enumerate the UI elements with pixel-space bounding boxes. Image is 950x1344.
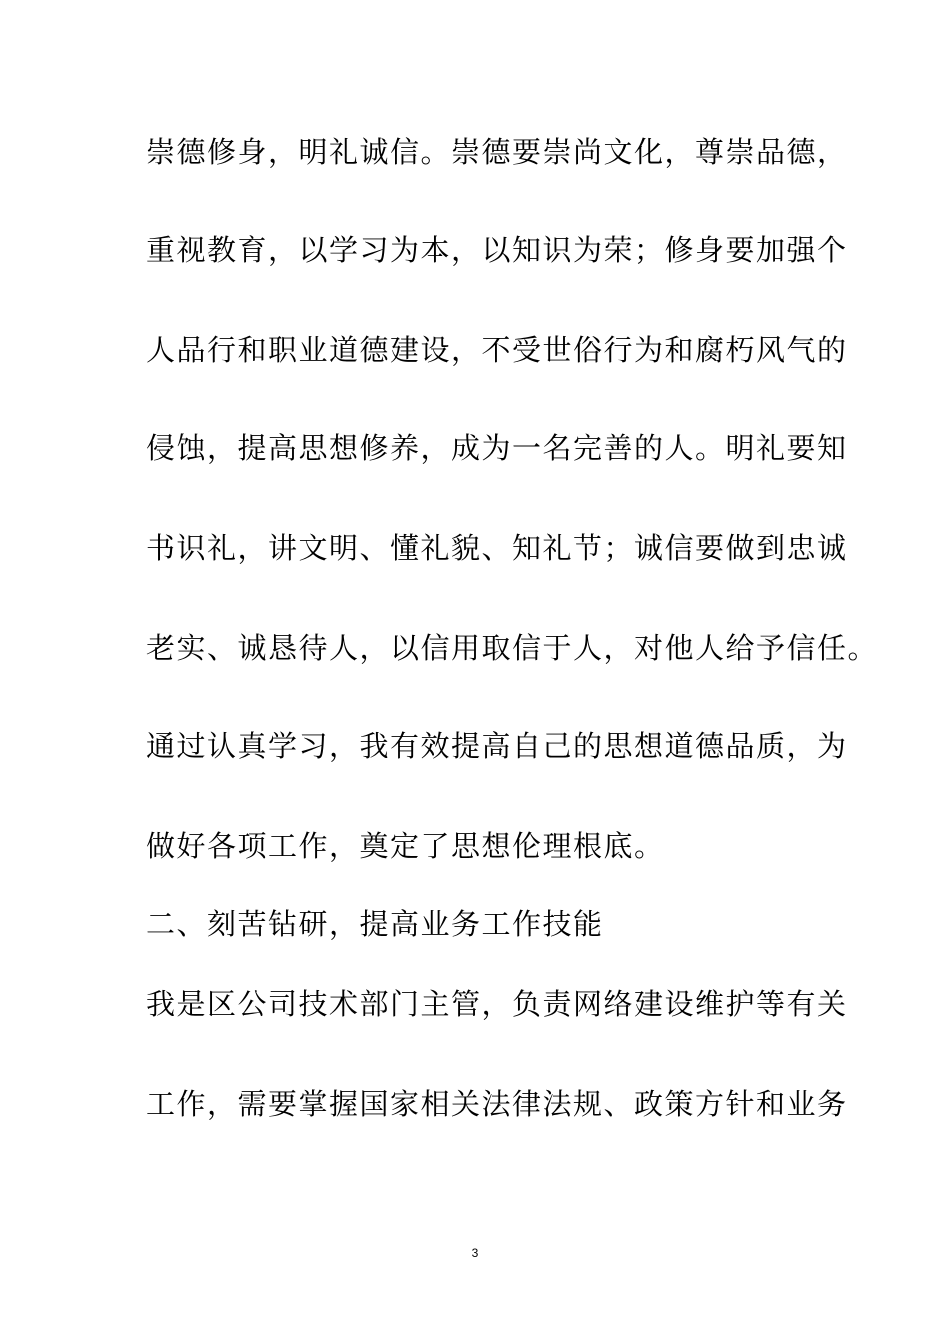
paragraph-line: 工作，需要掌握国家相关法律法规、政策方针和业务 <box>146 1087 848 1121</box>
paragraph-line: 我是区公司技术部门主管，负责网络建设维护等有关 <box>146 987 848 1021</box>
paragraph-line: 通过认真学习，我有效提高自己的思想道德品质，为 <box>146 729 848 763</box>
paragraph-line: 书识礼，讲文明、懂礼貌、知礼节；诚信要做到忠诚 <box>146 531 848 565</box>
paragraph-line: 侵蚀，提高思想修养，成为一名完善的人。明礼要知 <box>146 431 848 465</box>
paragraph-line: 老实、诚恳待人，以信用取信于人，对他人给予信任。 <box>146 631 879 665</box>
page-number: 3 <box>471 1246 479 1260</box>
paragraph-line: 重视教育，以学习为本，以知识为荣；修身要加强个 <box>146 233 848 267</box>
section-heading: 二、刻苦钻研，提高业务工作技能 <box>146 907 604 941</box>
paragraph-line: 做好各项工作，奠定了思想伦理根底。 <box>146 829 665 863</box>
paragraph-line: 人品行和职业道德建设，不受世俗行为和腐朽风气的 <box>146 333 848 367</box>
paragraph-line: 崇德修身，明礼诚信。崇德要崇尚文化，尊崇品德， <box>146 135 848 169</box>
